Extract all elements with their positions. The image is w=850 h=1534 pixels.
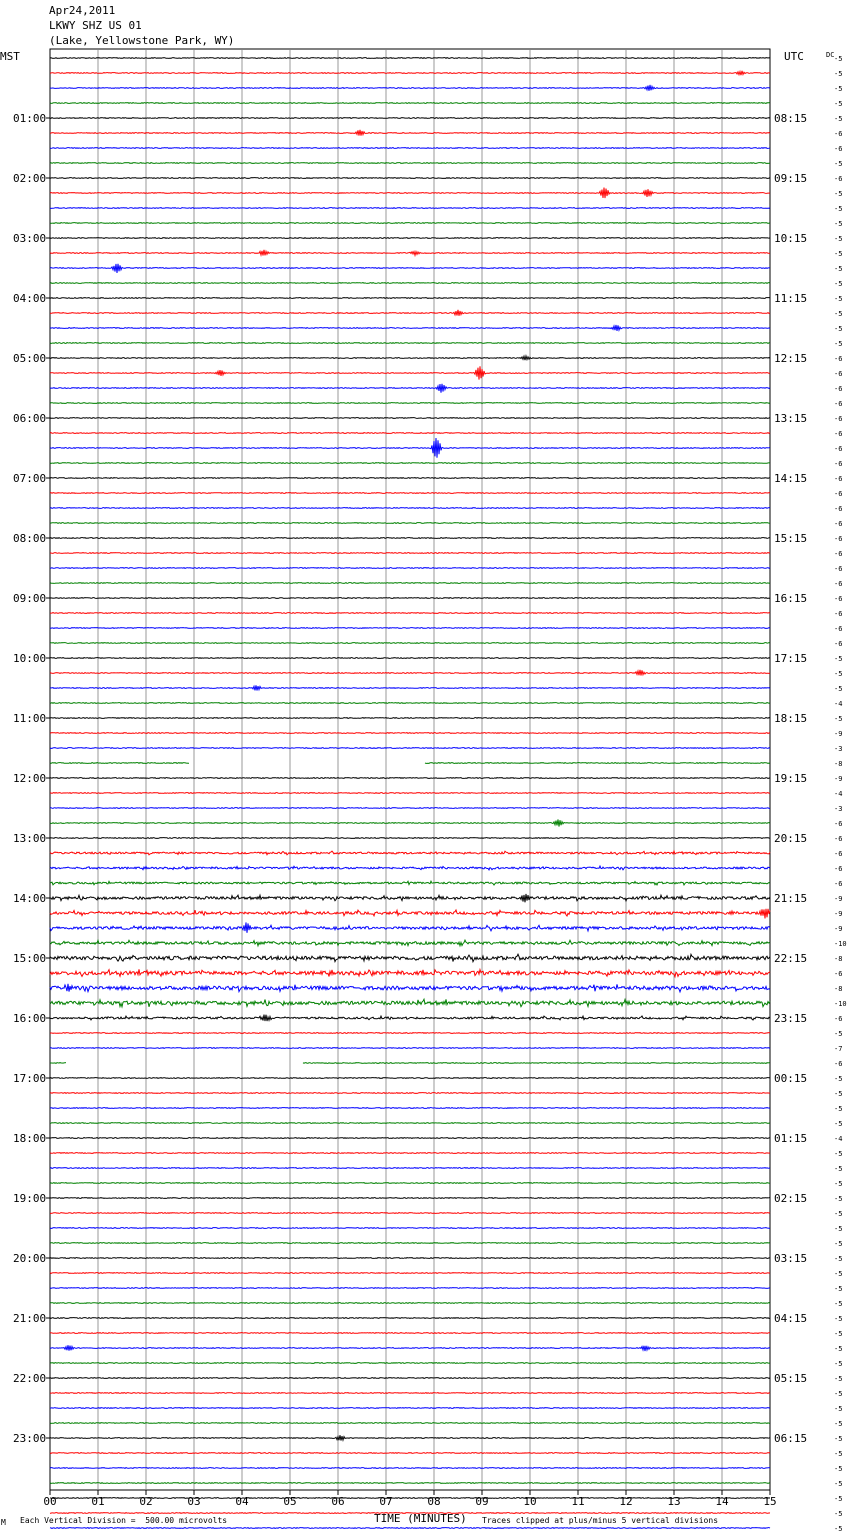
utc-hour-label: 01:15	[774, 1132, 808, 1145]
utc-hour-label: 06:15	[774, 1432, 808, 1445]
station-location: (Lake, Yellowstone Park, WY)	[49, 34, 235, 47]
dc-offset-label: -6	[834, 565, 843, 573]
mst-hour-label: 14:00	[13, 892, 47, 905]
trace-line	[50, 433, 770, 434]
dc-offset-label: -5	[834, 1315, 843, 1323]
dc-offset-label: -6	[834, 820, 843, 828]
mst-hour-label: 12:00	[13, 772, 47, 785]
x-tick-label: 15	[763, 1495, 777, 1508]
x-tick-label: 12	[619, 1495, 633, 1508]
mst-hour-label: 06:00	[13, 412, 47, 425]
trace-line	[50, 1078, 770, 1079]
dc-offset-label: -5	[834, 1480, 843, 1488]
dc-offset-label: -5	[834, 1495, 843, 1503]
trace-line	[50, 238, 770, 239]
trace-line	[50, 103, 770, 104]
dc-offset-label: -5	[834, 235, 843, 243]
x-tick-label: 08	[427, 1495, 441, 1508]
dc-offset-label: -6	[834, 370, 843, 378]
dc-offset-label: -5	[834, 1375, 843, 1383]
utc-hour-label: 08:15	[774, 112, 808, 125]
dc-offset-label: -5	[834, 1180, 843, 1188]
dc-offset-label: -5	[834, 1195, 843, 1203]
trace-line	[50, 1168, 770, 1169]
dc-offset-label: -5	[834, 160, 843, 168]
mst-hour-label: 23:00	[13, 1432, 47, 1445]
dc-offset-label: -6	[834, 400, 843, 408]
trace-line	[50, 1333, 770, 1334]
dc-offset-label: -5	[834, 1420, 843, 1428]
trace-line	[50, 283, 770, 284]
trace-line	[50, 838, 770, 839]
dc-offset-label: -6	[834, 430, 843, 438]
x-tick-label: 14	[715, 1495, 729, 1508]
mst-hour-label: 10:00	[13, 652, 47, 665]
right-axis-title: UTC	[784, 50, 804, 63]
trace-line	[50, 1423, 770, 1424]
dc-offset-label: -6	[834, 505, 843, 513]
dc-offset-label: -6	[834, 970, 843, 978]
dc-offset-label: -5	[834, 85, 843, 93]
dc-offset-label: -5	[834, 1120, 843, 1128]
mst-hour-label: 16:00	[13, 1012, 47, 1025]
utc-hour-label: 20:15	[774, 832, 808, 845]
trace-line	[50, 583, 770, 584]
trace-line	[50, 1498, 770, 1499]
dc-offset-label: -5	[834, 1330, 843, 1338]
dc-offset-label: -5	[834, 1090, 843, 1098]
dc-offset-label: -8	[834, 985, 843, 993]
dc-offset-label: -7	[834, 1045, 843, 1053]
dc-offset-label: -5	[834, 1390, 843, 1398]
trace-line	[50, 325, 770, 331]
trace-line	[50, 310, 770, 316]
utc-hour-label: 10:15	[774, 232, 808, 245]
x-tick-label: 07	[379, 1495, 393, 1508]
trace-line	[50, 969, 770, 976]
trace-line	[50, 881, 770, 885]
mst-hour-label: 18:00	[13, 1132, 47, 1145]
trace-line	[50, 148, 770, 149]
trace-line	[50, 568, 770, 569]
trace-line	[50, 718, 770, 719]
dc-offset-label: -5	[834, 1285, 843, 1293]
dc-offset-label: -6	[834, 610, 843, 618]
trace-line	[50, 940, 770, 946]
trace-line	[50, 1048, 770, 1049]
dc-offset-label: -8	[834, 760, 843, 768]
dc-offset-label: -5	[834, 1405, 843, 1413]
trace-line	[50, 733, 770, 734]
dc-offset-label: -5	[834, 280, 843, 288]
utc-hour-label: 02:15	[774, 1192, 808, 1205]
dc-offset-label: -5	[834, 1150, 843, 1158]
utc-hour-label: 03:15	[774, 1252, 808, 1265]
trace-line	[50, 628, 770, 629]
dc-offset-label: -5	[834, 1105, 843, 1113]
trace-line	[50, 463, 770, 464]
trace-line	[50, 1303, 770, 1304]
trace-line	[50, 1378, 770, 1379]
dc-offset-label: -5	[834, 1450, 843, 1458]
dc-offset-label: -3	[834, 805, 843, 813]
dc-offset-label: -5	[834, 1210, 843, 1218]
dc-offset-label: -5	[834, 340, 843, 348]
trace-line	[50, 922, 770, 932]
mst-hour-label: 03:00	[13, 232, 47, 245]
trace-line	[50, 778, 770, 779]
trace-line	[50, 478, 770, 479]
utc-hour-label: 19:15	[774, 772, 808, 785]
dc-offset-label: -5	[834, 1525, 843, 1533]
trace-line	[50, 418, 770, 419]
trace-line	[50, 866, 770, 870]
dc-offset-label: -5	[834, 295, 843, 303]
dc-offset-label: -6	[834, 415, 843, 423]
trace-line	[50, 1468, 770, 1469]
dc-offset-label: -5	[834, 1225, 843, 1233]
trace-line	[50, 403, 770, 404]
dc-offset-label: -6	[834, 1015, 843, 1023]
trace-line	[50, 1123, 770, 1124]
dc-offset-label: -5	[834, 1255, 843, 1263]
mst-hour-label: 21:00	[13, 1312, 47, 1325]
dc-offset-label: -5	[834, 1240, 843, 1248]
trace-line	[50, 748, 770, 749]
trace-line	[50, 1318, 770, 1319]
mst-hour-label: 15:00	[13, 952, 47, 965]
x-tick-label: 11	[571, 1495, 585, 1508]
x-tick-label: 10	[523, 1495, 537, 1508]
scale-note: Each Vertical Division = 500.00 microvolts	[20, 1516, 228, 1525]
utc-hour-label: 16:15	[774, 592, 808, 605]
trace-line	[50, 264, 770, 273]
dc-offset-label: -4	[834, 700, 843, 708]
dc-offset-label: -9	[834, 895, 843, 903]
trace-line	[50, 1033, 770, 1034]
x-tick-label: 13	[667, 1495, 681, 1508]
trace-line	[50, 1153, 770, 1154]
x-tick-label: 04	[235, 1495, 249, 1508]
dc-offset-label: -6	[834, 460, 843, 468]
trace-line	[50, 493, 770, 494]
dc-offset-label: -9	[834, 775, 843, 783]
dc-offset-label: -4	[834, 1135, 843, 1143]
utc-hour-label: 15:15	[774, 532, 808, 545]
trace-line	[50, 851, 770, 855]
trace-line	[50, 163, 770, 164]
trace-line	[50, 894, 770, 902]
trace-line	[50, 250, 770, 256]
trace-line	[50, 508, 770, 509]
mst-hour-label: 08:00	[13, 532, 47, 545]
mst-hour-label: 13:00	[13, 832, 47, 845]
trace-line	[50, 1183, 770, 1184]
trace-line	[50, 1345, 770, 1351]
dc-offset-label: -5	[834, 655, 843, 663]
x-tick-label: 00	[43, 1495, 57, 1508]
dc-offset-label: -5	[834, 1510, 843, 1518]
dc-offset-label: -9	[834, 730, 843, 738]
trace-line	[50, 999, 770, 1007]
dc-offset-label: -5	[834, 250, 843, 258]
trace-line	[50, 670, 770, 676]
trace-line	[50, 1528, 770, 1529]
utc-hour-label: 23:15	[774, 1012, 808, 1025]
dc-offset-label: -5	[834, 1435, 843, 1443]
trace-line	[50, 178, 770, 179]
dc-offset-label: -5	[834, 265, 843, 273]
trace-line	[50, 703, 770, 704]
dc-offset-label: -6	[834, 385, 843, 393]
dc-offset-label: -6	[834, 535, 843, 543]
trace-line	[50, 1015, 770, 1022]
trace-line	[50, 658, 770, 659]
utc-hour-label: 09:15	[774, 172, 808, 185]
mst-hour-label: 02:00	[13, 172, 47, 185]
trace-line	[50, 538, 770, 539]
trace-line	[50, 793, 770, 794]
dc-offset-label: -5	[834, 715, 843, 723]
trace-line	[50, 598, 770, 599]
dc-offset-label: -6	[834, 175, 843, 183]
trace-line	[50, 808, 770, 809]
dc-offset-label: -6	[834, 580, 843, 588]
trace-line	[50, 909, 770, 919]
trace-line	[50, 1435, 770, 1440]
dc-header: DC	[826, 51, 835, 59]
dc-offset-label: -5	[834, 325, 843, 333]
trace-line	[50, 1198, 770, 1199]
dc-offset-label: -6	[834, 550, 843, 558]
trace-line	[50, 1213, 770, 1214]
trace-line	[50, 1108, 770, 1109]
trace-line	[50, 366, 770, 379]
trace-line	[50, 643, 770, 644]
dc-offset-label: -5	[834, 220, 843, 228]
trace-line	[50, 1408, 770, 1409]
mst-hour-label: 04:00	[13, 292, 47, 305]
utc-hour-label: 12:15	[774, 352, 808, 365]
utc-hour-label: 05:15	[774, 1372, 808, 1385]
trace-line	[50, 1393, 770, 1394]
dc-offset-label: -9	[834, 925, 843, 933]
trace-line	[50, 343, 770, 344]
trace-line	[50, 223, 770, 224]
utc-hour-label: 17:15	[774, 652, 808, 665]
trace-line	[50, 820, 770, 827]
dc-offset-label: -5	[834, 1360, 843, 1368]
dc-offset-label: -5	[834, 100, 843, 108]
trace-line	[50, 763, 770, 764]
mst-hour-label: 17:00	[13, 1072, 47, 1085]
trace-line	[50, 1063, 770, 1064]
trace-line	[50, 71, 770, 75]
dc-offset-label: -5	[834, 115, 843, 123]
utc-hour-label: 00:15	[774, 1072, 808, 1085]
x-tick-label: 01	[91, 1495, 105, 1508]
trace-line	[50, 613, 770, 614]
mst-hour-label: 20:00	[13, 1252, 47, 1265]
dc-offset-label: -5	[834, 1030, 843, 1038]
corner-mark: M	[1, 1518, 6, 1527]
station-code: LKWY SHZ US 01	[49, 19, 142, 32]
dc-offset-label: -5	[834, 1300, 843, 1308]
x-tick-label: 09	[475, 1495, 489, 1508]
dc-offset-label: -6	[834, 130, 843, 138]
utc-hour-label: 18:15	[774, 712, 808, 725]
trace-line	[50, 1483, 770, 1484]
dc-offset-label: -4	[834, 790, 843, 798]
trace-line	[50, 356, 770, 360]
dc-offset-label: -5	[834, 685, 843, 693]
dc-offset-label: -6	[834, 835, 843, 843]
trace-line	[50, 438, 770, 458]
dc-offset-label: -5	[834, 55, 843, 63]
utc-hour-label: 14:15	[774, 472, 808, 485]
trace-line	[50, 298, 770, 299]
dc-offset-label: -5	[834, 1165, 843, 1173]
clip-note: Traces clipped at plus/minus 5 vertical divisions	[482, 1516, 719, 1525]
dc-offset-label: -5	[834, 190, 843, 198]
dc-offset-label: -5	[834, 1270, 843, 1278]
mst-hour-label: 22:00	[13, 1372, 47, 1385]
trace-line	[50, 1258, 770, 1259]
dc-offset-label: -5	[834, 205, 843, 213]
dc-offset-label: -6	[834, 145, 843, 153]
trace-line	[50, 1093, 770, 1094]
trace-line	[50, 523, 770, 524]
mst-hour-label: 19:00	[13, 1192, 47, 1205]
trace-line	[50, 1363, 770, 1364]
trace-line	[50, 1243, 770, 1244]
mst-hour-label: 07:00	[13, 472, 47, 485]
dc-offset-label: -5	[834, 70, 843, 78]
dc-offset-label: -5	[834, 1345, 843, 1353]
left-axis-title: MST	[0, 50, 20, 63]
mst-hour-label: 11:00	[13, 712, 47, 725]
dc-offset-label: -5	[834, 670, 843, 678]
trace-line	[50, 1453, 770, 1454]
dc-offset-label: -6	[834, 640, 843, 648]
x-tick-label: 05	[283, 1495, 297, 1508]
utc-hour-label: 22:15	[774, 952, 808, 965]
dc-offset-label: -6	[834, 880, 843, 888]
dc-offset-label: -5	[834, 1465, 843, 1473]
trace-line	[50, 1288, 770, 1289]
x-tick-label: 06	[331, 1495, 345, 1508]
utc-hour-label: 13:15	[774, 412, 808, 425]
dc-offset-label: -8	[834, 955, 843, 963]
trace-line	[50, 553, 770, 554]
mst-hour-label: 01:00	[13, 112, 47, 125]
trace-line	[50, 984, 770, 992]
trace-line	[50, 85, 770, 91]
x-tick-label: 02	[139, 1495, 153, 1508]
x-tick-label: 03	[187, 1495, 201, 1508]
dc-offset-label: -6	[834, 445, 843, 453]
trace-line	[50, 118, 770, 119]
trace-line	[50, 130, 770, 136]
dc-offset-label: -6	[834, 865, 843, 873]
dc-offset-label: -5	[834, 310, 843, 318]
dc-offset-label: -6	[834, 490, 843, 498]
dc-offset-label: -6	[834, 355, 843, 363]
plot-date: Apr24,2011	[49, 4, 116, 17]
mst-hour-label: 05:00	[13, 352, 47, 365]
dc-offset-label: -6	[834, 475, 843, 483]
dc-offset-label: -6	[834, 850, 843, 858]
trace-line	[50, 188, 770, 199]
seismic-traces	[50, 58, 770, 1534]
trace-line	[50, 1273, 770, 1274]
dc-offset-label: -5	[834, 1075, 843, 1083]
dc-offset-label: -6	[834, 520, 843, 528]
dc-offset-label: -10	[834, 1000, 847, 1008]
trace-line	[50, 685, 770, 690]
trace-line	[50, 1138, 770, 1139]
dc-offset-label: -3	[834, 745, 843, 753]
utc-hour-label: 04:15	[774, 1312, 808, 1325]
trace-line	[50, 384, 770, 393]
mst-hour-label: 09:00	[13, 592, 47, 605]
dc-offset-label: -10	[834, 940, 847, 948]
x-axis-title: TIME (MINUTES)	[374, 1512, 467, 1525]
trace-line	[50, 1228, 770, 1229]
dc-offset-label: -6	[834, 625, 843, 633]
trace-line	[50, 208, 770, 209]
dc-offset-label: -6	[834, 595, 843, 603]
trace-line	[50, 954, 770, 962]
utc-hour-label: 11:15	[774, 292, 808, 305]
dc-offset-label: -6	[834, 1060, 843, 1068]
trace-line	[50, 58, 770, 59]
utc-hour-label: 21:15	[774, 892, 808, 905]
dc-offset-label: -9	[834, 910, 843, 918]
